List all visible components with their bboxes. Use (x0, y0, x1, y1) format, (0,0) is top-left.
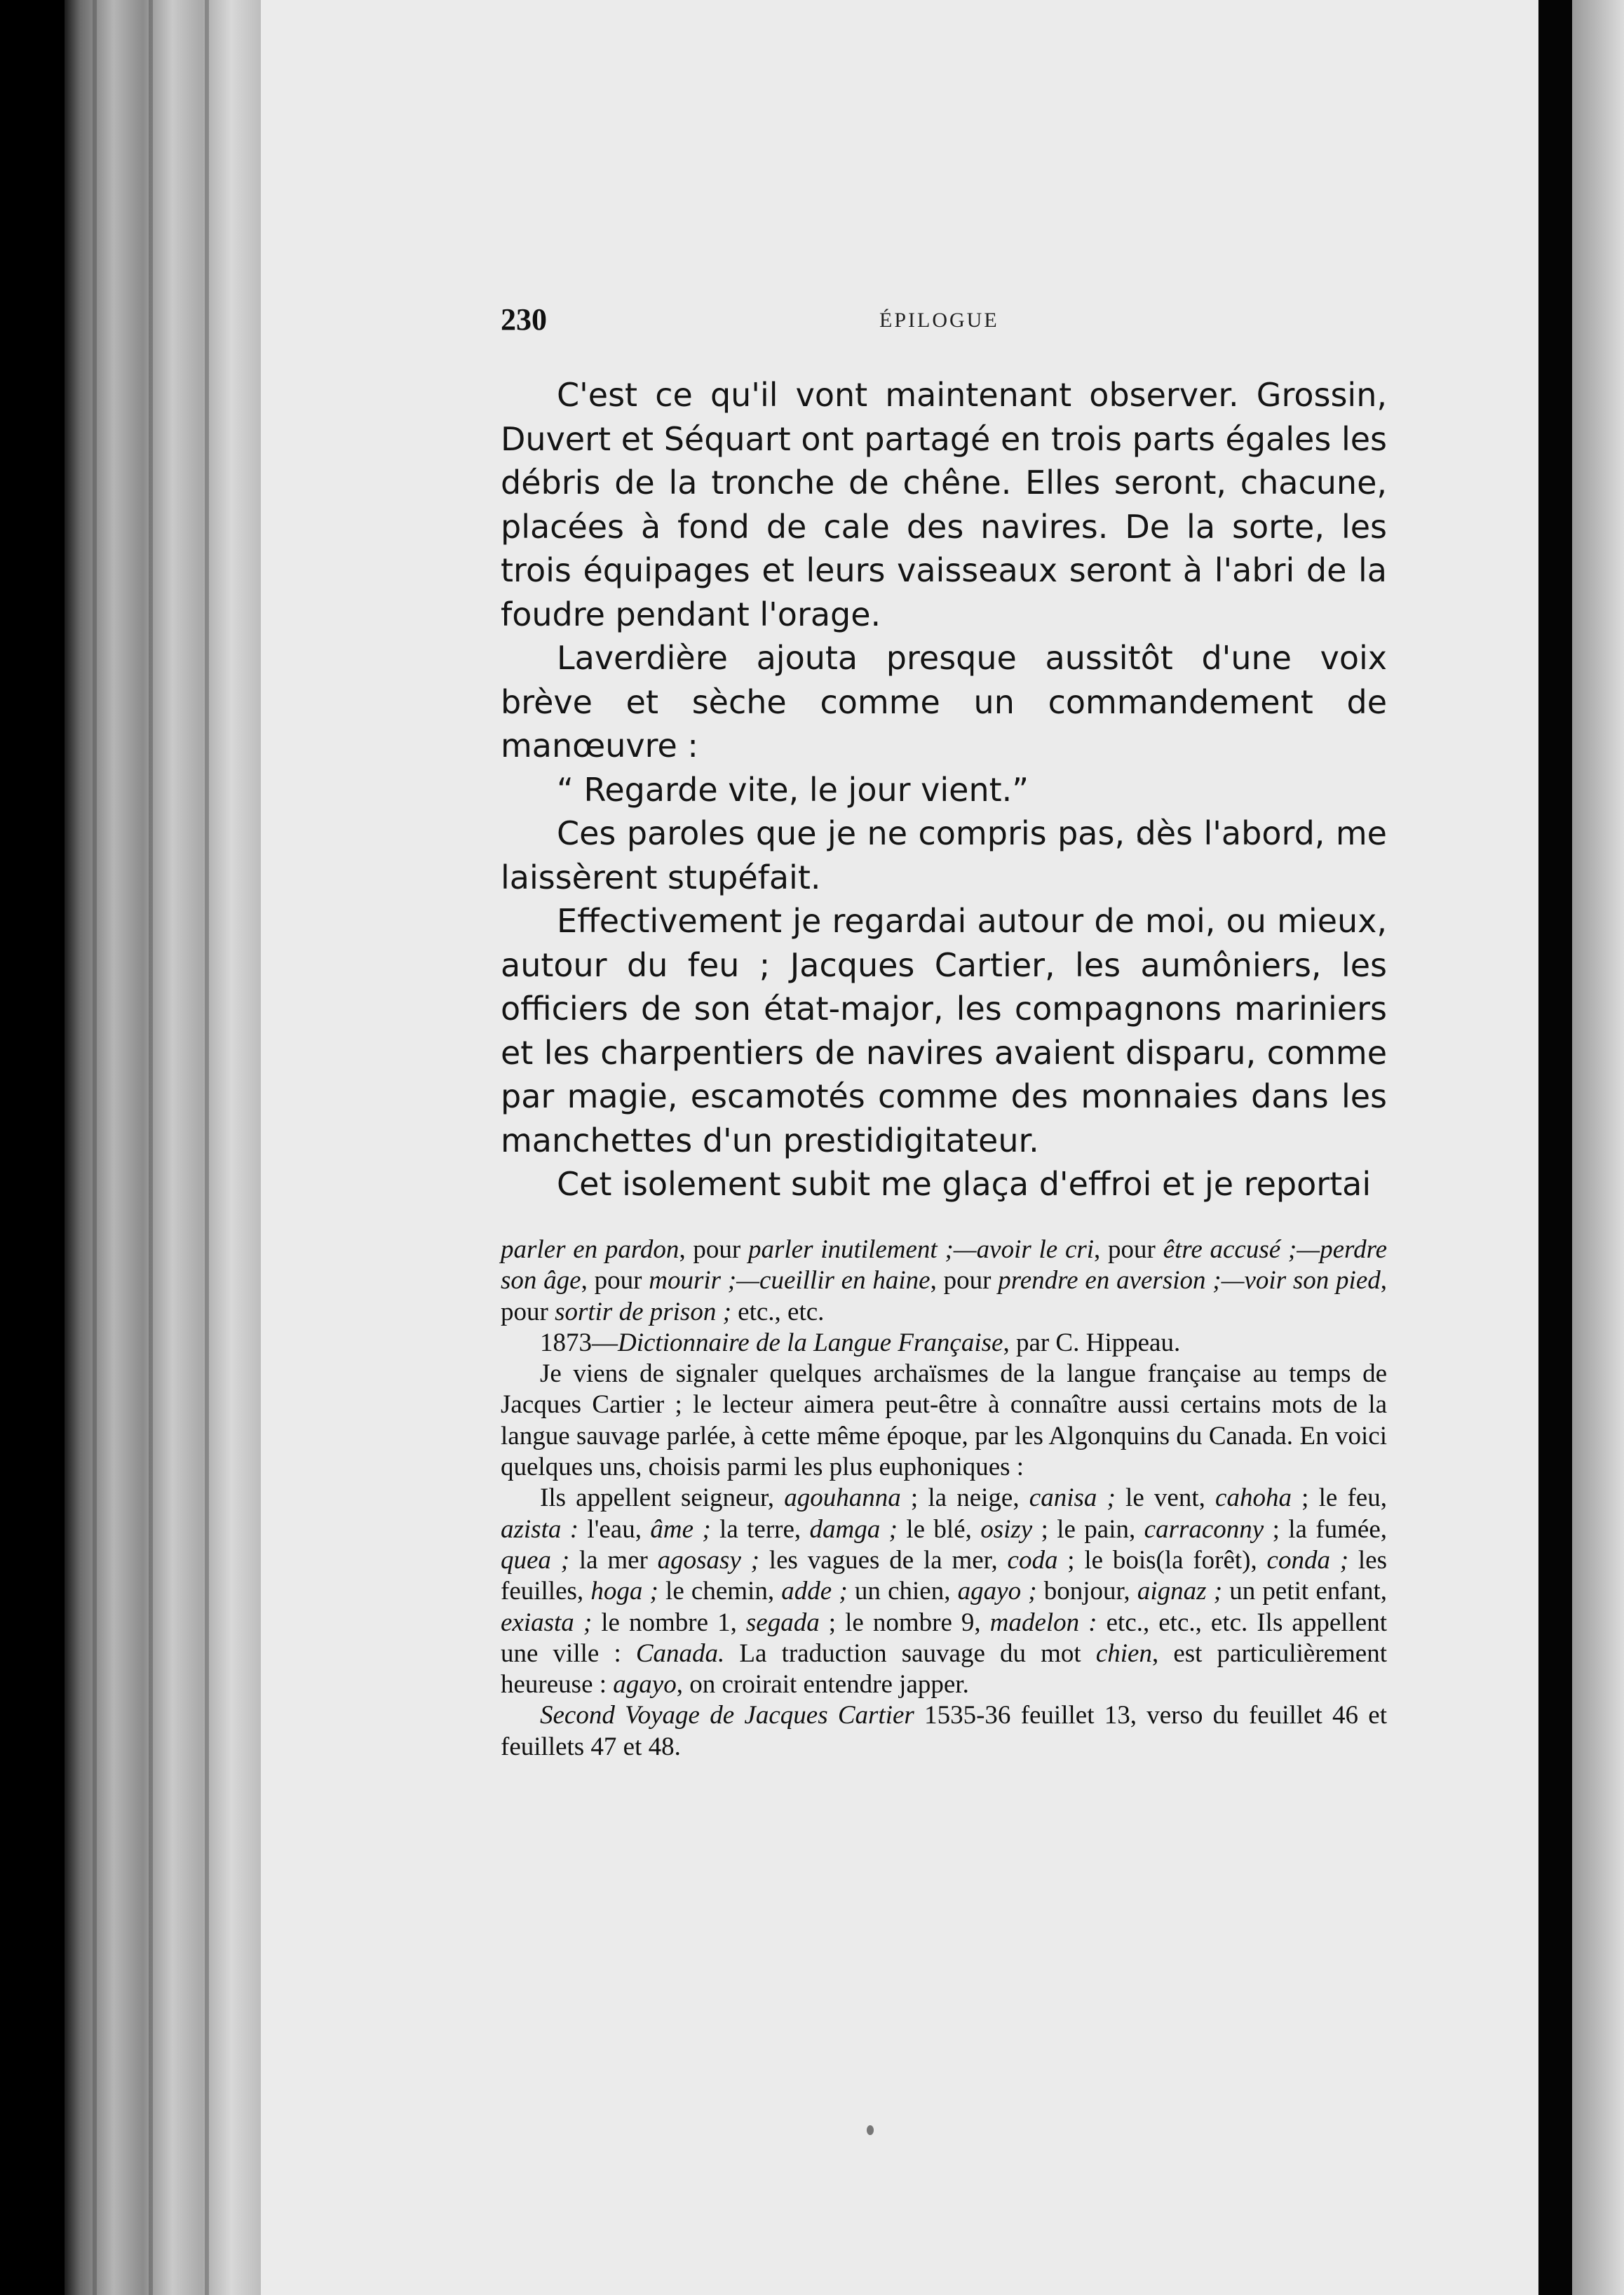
algonquin-word: agouhanna (784, 1483, 901, 1513)
footnote-text: , pour (679, 1235, 748, 1264)
paragraph: Ces paroles que je ne compris pas, dès l'abord, me laissèrent stupéfait. (501, 814, 1387, 896)
footnote-text: , est particulièrement heureuse : (501, 1638, 1387, 1700)
main-text (501, 373, 1387, 1206)
footnote-paragraph: Je viens de signaler quelques archaïsmes de la langue française au temps de Jacques Cartier ; le lecteur aimera peut-être à connaître aussi certains mots de la langue sauvage parlée, à cette même époque, par les Algonquins du Canada. En voici quelques uns, choisis parmi les plus euphoniques : (501, 1359, 1387, 1482)
page-gutter (1538, 0, 1572, 2295)
algonquin-word: agayo ; (957, 1577, 1037, 1606)
algonquin-word: canisa ; (1029, 1483, 1116, 1513)
footnote-text: l'eau, (578, 1514, 651, 1544)
footnote-text: le chemin, (658, 1577, 782, 1606)
algonquin-word: chien (1095, 1638, 1152, 1668)
paragraph: Effectivement je regardai autour de moi, ou mieux, autour du feu ; Jacques Cartier, les aumôniers, les officiers de son état-major, les compagnons mariniers et les charpentiers de navires avaient disparu, comme par magie, escamotés comme des monnaies dans les manchettes d'un prestidigitateur. (501, 902, 1387, 1159)
footnote-text: , par C. Hippeau. (1003, 1328, 1181, 1357)
footnote-text: Ils appellent seigneur, (540, 1483, 785, 1513)
algonquin-word: coda (1007, 1545, 1058, 1575)
footnote-italic: Dictionnaire de la Langue Française (618, 1328, 1003, 1357)
footnote-text: , pour (930, 1266, 999, 1295)
footnote-text: ; le pain, (1032, 1514, 1144, 1544)
footnote-paragraph (501, 1483, 1387, 1700)
algonquin-word: agayo (613, 1670, 677, 1700)
paragraph: C'est ce qu'il vont maintenant observer. Grossin, Duvert et Séquart ont partagé en trois parts égales les débris de la tronche de chêne. Elles seront, chacune, placées à fond de cale des navires. De la sorte, les trois équipages et leurs vaisseaux seront à l'abri de la foudre pendant l'orage. (501, 376, 1387, 633)
footnote-text: ; le feu, (1291, 1483, 1387, 1513)
footnote (501, 1234, 1387, 1763)
footnote-text: , on croirait entendre japper. (676, 1670, 969, 1700)
binding-stripe (93, 0, 97, 2295)
footnote-text: la terre, (710, 1514, 810, 1544)
footnote-text: ; la fumée, (1264, 1514, 1388, 1544)
footnote-text: les feuilles, (501, 1545, 1387, 1606)
algonquin-word: adde ; (781, 1577, 848, 1606)
next-page-edge (1572, 0, 1624, 2295)
footnote-text: 1535-36 feuillet 13, verso du feuillet 46 et feuillets 47 et 48. (501, 1701, 1387, 1761)
footnote-text: un chien, (847, 1577, 958, 1606)
binding-stripe (149, 0, 153, 2295)
algonquin-word: carraconny (1144, 1514, 1264, 1544)
footnote-italic: mourir ;—cueillir en haine (649, 1266, 931, 1295)
footnote-text: La traduction sauvage du mot (724, 1638, 1096, 1668)
footnote-text: ; la neige, (900, 1483, 1029, 1513)
footnote-text: etc., etc. (731, 1297, 825, 1326)
algonquin-word: cahoha (1215, 1483, 1292, 1513)
footnote-italic: parler inutilement ;—avoir le cri (748, 1235, 1095, 1264)
algonquin-word: aignaz ; (1137, 1577, 1223, 1606)
paragraph: Cet isolement subit me glaça d'effroi et je reportai (557, 1165, 1372, 1203)
footnote-italic: Second Voyage de Jacques Cartier (540, 1701, 914, 1730)
footnote-text: les vagues de la mer, (759, 1545, 1008, 1575)
footnote-text: 1873— (540, 1328, 618, 1357)
algonquin-word: azista : (501, 1514, 579, 1544)
footnote-italic: être accusé ;—perdre son âge (501, 1235, 1388, 1295)
footnote-text: un petit enfant, (1222, 1577, 1388, 1606)
footnote-text: la mer (569, 1545, 658, 1575)
footnote-text: ; le nombre 9, (819, 1608, 990, 1637)
algonquin-word: osizy (980, 1514, 1033, 1544)
footnote-text: , pour (501, 1266, 1387, 1326)
algonquin-word: segada (745, 1608, 820, 1637)
footnote-paragraph (501, 1234, 1387, 1328)
binding-stripe (205, 0, 209, 2295)
page-number: 230 (501, 302, 547, 337)
algonquin-word: damga ; (809, 1514, 898, 1544)
algonquin-word: conda ; (1266, 1545, 1349, 1575)
paragraph: Laverdière ajouta presque aussitôt d'une voix brève et sèche comme un commandement de manœuvre : (501, 639, 1387, 765)
paragraph: “ Regarde vite, le jour vient.” (557, 770, 1029, 809)
algonquin-word: exiasta ; (501, 1608, 593, 1637)
book-binding (65, 0, 261, 2295)
footnote-paragraph (501, 1328, 1387, 1359)
footnote-italic: parler en pardon (501, 1235, 679, 1264)
footnote-text: le blé, (897, 1514, 981, 1544)
footnote-text: , pour (581, 1266, 649, 1295)
footnote-text: le vent, (1115, 1483, 1216, 1513)
footnote-text: bonjour, (1036, 1577, 1137, 1606)
algonquin-word: quea ; (501, 1545, 570, 1575)
algonquin-word: Canada. (635, 1638, 725, 1668)
footnote-italic: sortir de prison ; (555, 1297, 731, 1326)
footnote-text: , pour (1094, 1235, 1163, 1264)
algonquin-word: agosasy ; (657, 1545, 759, 1575)
footnote-paragraph (501, 1700, 1387, 1763)
footnote-italic: prendre en aversion ;—voir son pied (998, 1266, 1381, 1295)
algonquin-word: madelon : (989, 1608, 1097, 1637)
scan-speck (867, 2125, 874, 2135)
algonquin-word: hoga ; (590, 1577, 658, 1606)
footnote-text: ; le bois(la forêt), (1057, 1545, 1267, 1575)
page-header (501, 302, 1387, 344)
algonquin-word: âme ; (650, 1514, 711, 1544)
footnote-text: etc., etc., etc. Ils appellent une ville : (501, 1608, 1387, 1668)
running-head: ÉPILOGUE (879, 309, 999, 332)
footnote-text: le nombre 1, (592, 1608, 746, 1637)
